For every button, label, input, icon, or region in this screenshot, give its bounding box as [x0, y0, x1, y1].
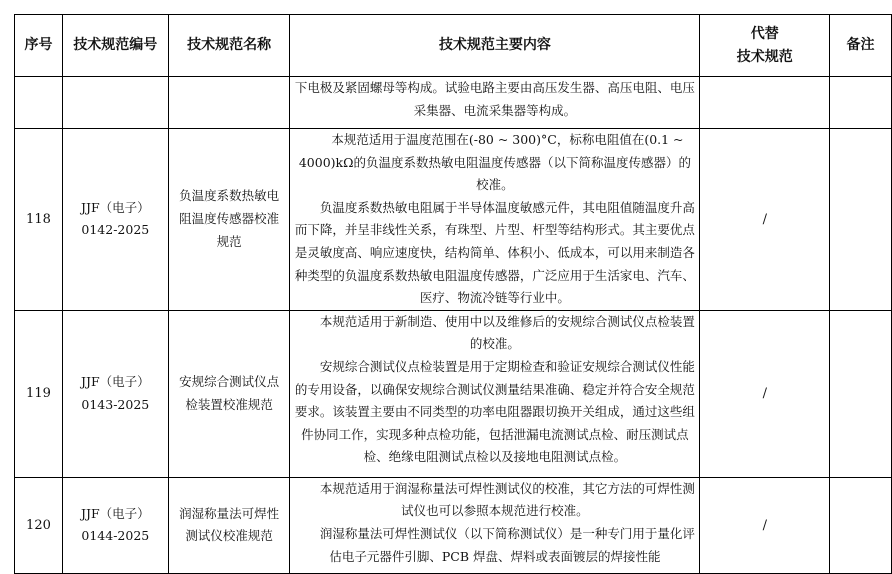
- row-seq: 120: [15, 477, 63, 573]
- content-paragraph: 下电极及紧固螺母等构成。试验电路主要由高压发生器、高压电阻、电压采集器、电流采集器等构成。: [294, 80, 695, 118]
- content-paragraph: 安规综合测试仪点检装置是用于定期检查和验证安规综合测试仪性能的专用设备，以确保安规综合测试仪测量结果准确、稳定并符合安全规范要求。该装置主要由不同类型的功率电阻器跟切换开关组成，通过这些组件协同工作，实现多种点检功能，包括泄漏电流测试点检、耐压测试点检、绝缘电阻测试点检以及接地电阻测试点检。: [294, 358, 695, 465]
- content-paragraph: 本规范适用于新制造、使用中以及维修后的安规综合测试仪点检装置的校准。: [319, 313, 695, 352]
- row-code-line2: 0143-2025: [81, 396, 150, 412]
- row-replace: [700, 77, 830, 129]
- header-replace-line2: 技术规范: [736, 48, 793, 65]
- row-note: [830, 310, 892, 477]
- header-seq: 序号: [15, 15, 63, 77]
- table-row: [15, 129, 892, 311]
- content-paragraph: 润湿称量法可焊性测试仪（以下简称测试仪）是一种专门用于量化评估电子元器件引脚、PCB 焊盘、焊料或表面镀层的焊接性能: [319, 525, 695, 564]
- row-name: 负温度系数热敏电阻温度传感器校准规范: [168, 129, 290, 311]
- row-content: [290, 310, 700, 477]
- row-code: [62, 129, 168, 311]
- header-code: 技术规范编号: [62, 15, 168, 77]
- spec-table: [14, 14, 892, 574]
- content-paragraph: 本规范适用于润湿称量法可焊性测试仪的校准，其它方法的可焊性测试仪也可以参照本规范进行校准。: [319, 480, 695, 519]
- header-row: [15, 15, 892, 77]
- header-note: 备注: [830, 15, 892, 77]
- row-note: [830, 129, 892, 311]
- header-replace: [700, 15, 830, 77]
- row-code: [62, 310, 168, 477]
- row-code-line2: 0144-2025: [81, 528, 150, 544]
- row-code-line2: 0142-2025: [81, 222, 150, 238]
- row-code-line1: JJF（电子）: [80, 199, 150, 215]
- header-replace-line1: 代替: [750, 25, 779, 42]
- row-content: [290, 129, 700, 311]
- row-content: [290, 77, 700, 129]
- row-code-line1: JJF（电子）: [80, 374, 150, 390]
- row-name: [168, 77, 290, 129]
- row-seq: 118: [15, 129, 63, 311]
- row-name: 润湿称量法可焊性测试仪校准规范: [168, 477, 290, 573]
- row-code-line1: JJF（电子）: [80, 505, 150, 521]
- header-name: 技术规范名称: [168, 15, 290, 77]
- row-code: [62, 77, 168, 129]
- header-content: 技术规范主要内容: [290, 15, 700, 77]
- row-replace: /: [700, 477, 830, 573]
- row-replace: /: [700, 310, 830, 477]
- row-seq: 119: [15, 310, 63, 477]
- row-seq: [15, 77, 63, 129]
- content-paragraph: 负温度系数热敏电阻属于半导体温度敏感元件，其电阻值随温度升高而下降，并呈非线性关系，有珠型、片型、杆型等结构形式。其主要优点是灵敏度高、响应速度快，结构简单、体积小、低成本，可以用来制造各种类型的负温度系数热敏电阻温度传感器，广泛应用于生活家电、汽车、医疗、物流冷链等行业中。: [294, 199, 695, 306]
- table-row: [15, 310, 892, 477]
- row-replace: /: [700, 129, 830, 311]
- row-name: 安规综合测试仪点检装置校准规范: [168, 310, 290, 477]
- content-paragraph: 本规范适用于温度范围在(-80 ~ 300)°C，标称电阻值在(0.1 ~ 4000)kΩ的负温度系数热敏电阻温度传感器（以下简称温度传感器）的校准。: [298, 132, 691, 193]
- table-row: [15, 77, 892, 129]
- row-note: [830, 77, 892, 129]
